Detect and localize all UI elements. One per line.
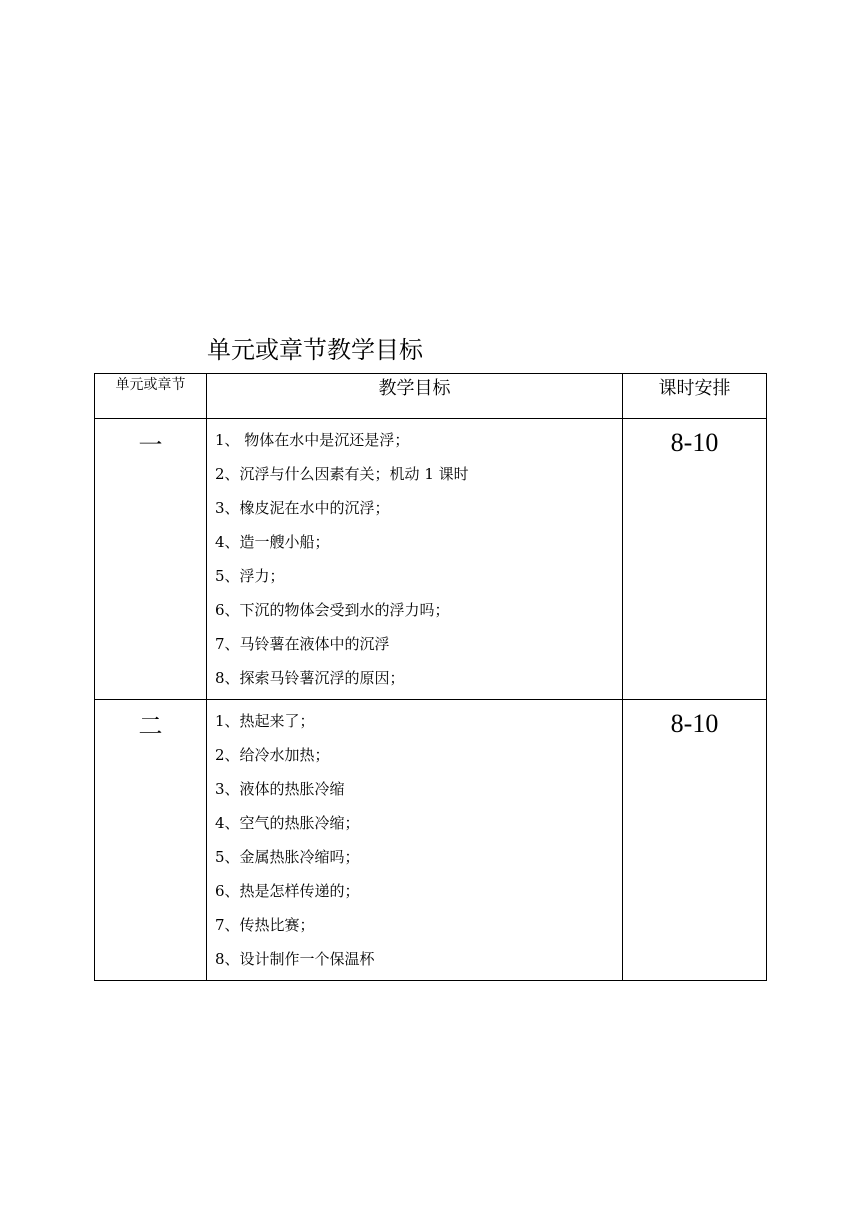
list-item: 8、探索马铃薯沉浮的原因； [215, 669, 405, 687]
header-objectives: 教学目标 [207, 374, 623, 419]
list-item: 7、传热比赛； [215, 916, 315, 934]
hours-value: 8-10 [670, 709, 719, 738]
list-item: 4、空气的热胀冷缩； [215, 814, 360, 832]
unit-cell [95, 419, 207, 700]
list-item: 3、液体的热胀冷缩 [215, 780, 345, 798]
objectives-table [94, 373, 767, 981]
unit-number: 二 [138, 712, 163, 740]
objectives-list [207, 419, 622, 699]
list-item: 5、金属热胀冷缩吗； [215, 848, 360, 866]
list-item: 4、造一艘小船； [215, 533, 330, 551]
list-item: 7、马铃薯在液体中的沉浮 [215, 635, 390, 653]
list-item: 2、给冷水加热； [215, 746, 330, 764]
hours-value: 8-10 [670, 428, 719, 457]
header-hours: 课时安排 [623, 374, 767, 419]
hours-cell [623, 419, 767, 700]
list-item: 8、设计制作一个保温杯 [215, 950, 375, 968]
list-item: 6、下沉的物体会受到水的浮力吗； [215, 601, 450, 619]
list-item: 1、 物体在水中是沉还是浮； [215, 431, 410, 449]
list-item: 5、浮力； [215, 567, 285, 585]
unit-cell [95, 700, 207, 981]
document-title: 单元或章节教学目标 [207, 336, 423, 364]
objectives-cell [207, 700, 623, 981]
list-item: 3、橡皮泥在水中的沉浮； [215, 499, 390, 517]
objectives-list [207, 700, 622, 980]
table-row [95, 700, 767, 981]
list-item: 6、热是怎样传递的； [215, 882, 360, 900]
unit-number: 一 [138, 431, 163, 459]
list-item: 2、沉浮与什么因素有关；机动 1 课时 [215, 465, 469, 483]
table-row [95, 419, 767, 700]
hours-cell [623, 700, 767, 981]
header-unit: 单元或章节 [95, 374, 207, 419]
objectives-cell [207, 419, 623, 700]
table-header-row [95, 374, 767, 419]
list-item: 1、热起来了； [215, 712, 315, 730]
